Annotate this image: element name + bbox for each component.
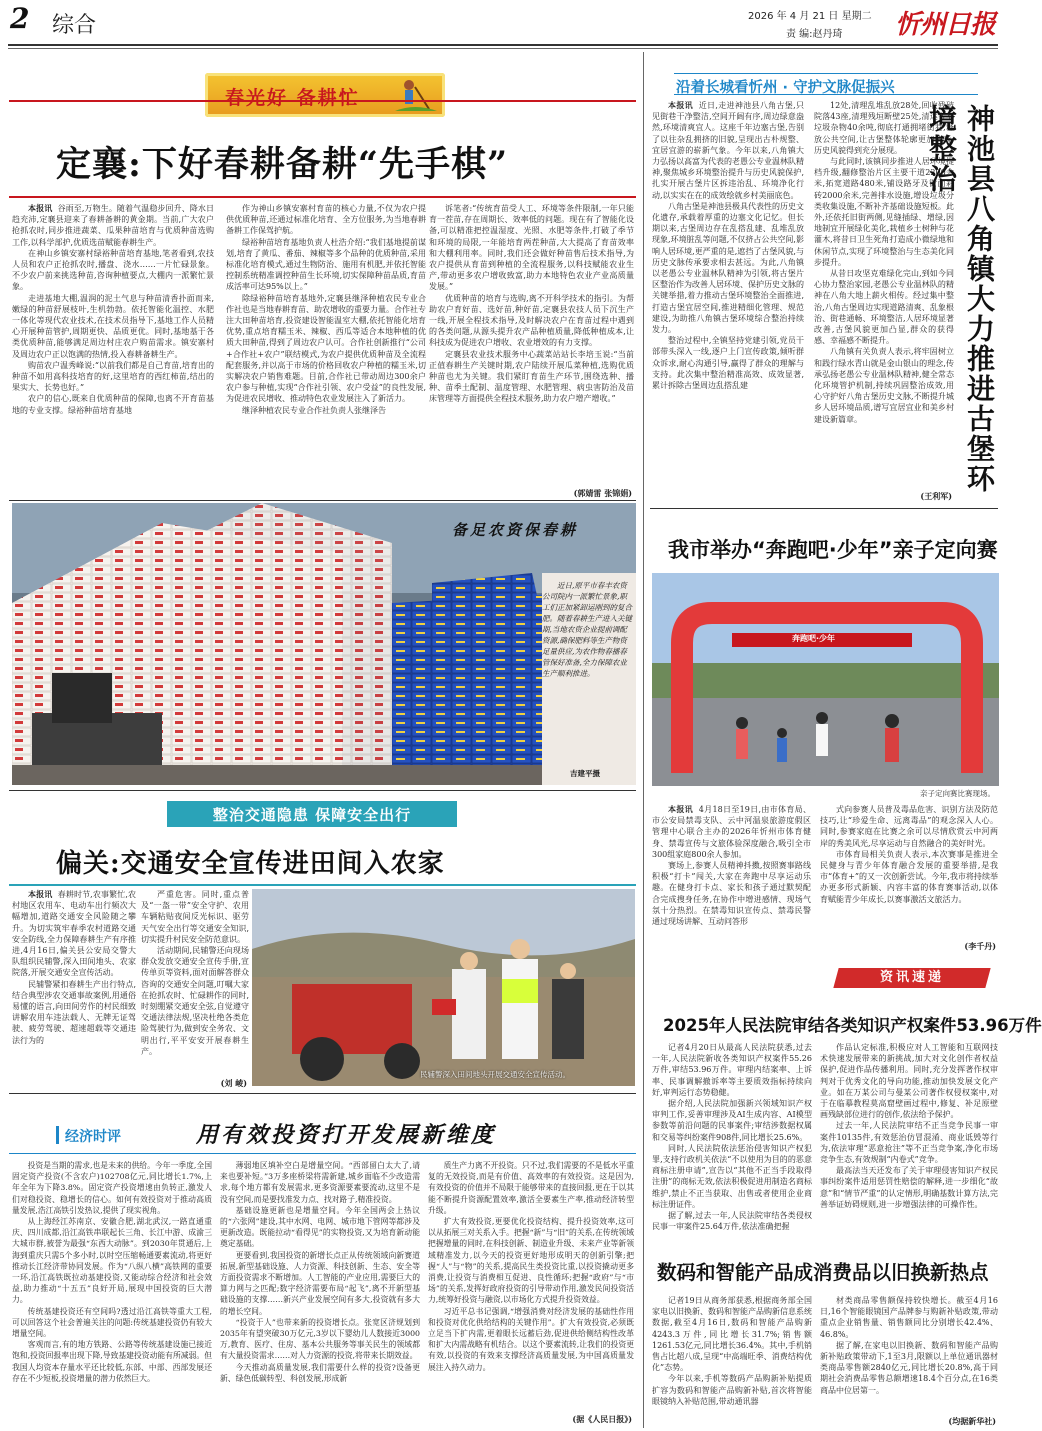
run-column-2	[820, 804, 998, 944]
run-credit: (李千丹)	[964, 941, 996, 951]
run-photo	[652, 573, 999, 786]
traffic-byline: 本报讯	[28, 889, 53, 899]
traffic-column-1	[12, 889, 136, 1089]
spring-c3-p2: 定襄县农业技术服务中心蔬菜站站长李培玉说:“当前正值春耕生产关键时期,农户陆续开展瓜菜种植,选购优质种苗也尤为关键。我们紧盯育苗生产环节,围绕选种、播种、苗季土配制、温度管理、水肥管理、病虫害防治及苗床管理等方面提供全程技术服务,助力农户增产增收。”	[429, 349, 634, 404]
traffic-c1-p0: 春耕时节,农事繁忙,农村地区农用车、电动车出行频次大幅增加,道路交通安全风险随之攀升。为切实筑牢春季农村道路交通安全防线,全力保障春耕生产有序推进,4月16日,偏关县公安局交警大队组织民辅警,深入田间地头、农家院落,开展交通安全宣传活动。	[12, 890, 136, 978]
invest-tag-text: 经济时评	[65, 1129, 121, 1145]
ip-c1-p0: 记者4月20日从最高人民法院获悉,过去一年,人民法院新收各类知识产权案件55.26万件,审结53.96万件。审理内结案率、上诉率、民事调解撤诉率等主要质效指标持续向好,审判运行态势稳健。	[652, 1043, 812, 1097]
invest-column-3	[428, 1160, 634, 1414]
series-banner-text: 沿着长城看忻州 · 守护文脉促振兴	[676, 80, 895, 96]
run-photo-caption: 亲子定向赛比赛现场。	[920, 789, 995, 798]
page-number: 2	[10, 2, 30, 35]
digital-c1-p1: 今年以来,手机等数码产品购新补贴提质扩容为数码和智能产品购新补贴,首次将智能眼镜纳入补贴范围,带动通讯器	[652, 1374, 812, 1406]
traffic-headline: 偏关:交通安全宣传进田间入农家	[56, 849, 445, 879]
ip-c2-p2: 最高法当天还发布了关于审理侵害知识产权民事纠纷案件适用惩罚性赔偿的解释,进一步细化“故意”和“情节严重”的认定情形,明确基数计算方法,完善举证妨碍规则,进一步增强法律的可操作性。	[820, 1166, 998, 1209]
invest-tag	[56, 1126, 121, 1144]
fert-top-rule	[9, 500, 636, 501]
digital-products-headline: 数码和智能产品成消费品以旧换新热点	[657, 1261, 989, 1284]
news-brief-tag-text: 资讯速递	[879, 970, 944, 985]
ip-c1-p3: 据了解,过去一年,人民法院审结各类侵权民事一审案件25.64万件,依法准确把握	[652, 1211, 812, 1232]
invest-c2-p4: 今天推动高质量发展,我们需要什么样的投资?设备更新、绿色低碳转型、科创发展,形成新	[220, 1362, 420, 1383]
traffic-photo-caption: 民辅警深入田间地头开展交通安全宣传活动。	[420, 1070, 570, 1079]
shenchi-c2-p2: 从昔日攻坚克难绿化完山,到如今同心协力整治家园,老愚公专业温林队的精神在八角大地上薪火相传。经过集中整治,八角古堡周边实现道路清爽、乱象根治、街巷通畅、环境整洁,人居环境显著改善,古堡风貌更加凸显,群众的获得感、幸福感不断提升。	[814, 269, 954, 346]
invest-c1-p0: 投资是当期的需求,也是未来的供给。今年一季度,全国固定资产投资(不含农户)102708亿元,同比增长1.7%,上年全年为下降3.8%。固定资产投资增速由负转正,激发人们对稳投资、稳增长的信心。如何有效投资对于推动高质量发展,浩江高铁引发热议,提供了现实视角。	[12, 1161, 212, 1215]
digital-c1-p0: 记者19日从商务部获悉,根据商务部全国家电以旧换新、数码和智能产品购新信息系统数据,截至4月16日,数码和智能产品购新4243.3万件,同比增长31.7%;销售额1261.53亿元,同比增长36.4%。其中,手机销售占比超八成,呈现“中高端旺季、消费结构优化”态势。	[652, 1296, 812, 1373]
spring-c3-p1: 优质种苗的培育与选购,离不开科学技术的指引。为帮助农户育好苗、选好苗,种好苗,定襄县农技人员下沉生产一线,开展全程技术指导,及时解决农户在育苗过程中遇到的各类问题,从源头提升农产品种植质量,降低种植成本,让科技成为促进农户增收、农业增效的有力支撑。	[429, 293, 634, 348]
fert-photo-caption: 近日,原平市春丰农资公司院内一派繁忙景象,职工们正加紧卸运刚到的复合肥。随着春耕生产进入关键期,当地农资企业提前调配资源,确保肥料等生产物资足量供应,为农作物春播春管保好准备,全力保障农业生产顺利推进。	[542, 581, 632, 678]
spring-c1-p2: 走进基地大棚,温润的泥土气息与种苗清香扑面而来,嫩绿的种苗舒展枝叶,生机勃勃。依托智能化温控、水肥一体化等现代农业技术,在技术员指导下,基地工作人员精心开展种苗管护,周期更快、品质更优。同时,基地基于各类优质种苗,能够满足周边村庄农户购苗需求。镇安寨村及周边农户正以饱满的热情,投入春耕备耕生产。	[12, 293, 214, 359]
invest-c3-p0: 质生产力离不开投资。只不过,我们需要的不是低水平重复的无效投资,而是有价值、高效率的有效投资。这是因为,有效投资的价值并不局限于能够带来的直接回报,更在于以其能不断提升资源配置效率,激活全要素生产率,推动经济转型升级。	[428, 1161, 634, 1215]
spring-c2-p0: 作为神山乡镇安寨村育苗的核心力量,不仅为农户提供优质种苗,还通过标准化培育、全方位服务,为当地春耕备耕工作保驾护航。	[226, 204, 426, 236]
traffic-top-rule	[9, 790, 636, 791]
spring-c3-p0: 诉笔者:“传统育苗受人工、环境等条件限制,一年只能育一茬苗,存在周期长、效率低的问题。现在有了智能化设备,可以精准把控温湿度、光照、水肥等条件,打破了季节和环境的局限,一年能培育两茬种苗,大大提高了育苗效率和大棚利用率。同时,我们还会做好种苗售后技术指导,为农户提供从育苗到种植的全流程服务,以科技赋能农业生产,带动更多农户增收致富,助力本地特色农业产业高质量发展。”	[429, 204, 634, 292]
ip-c1-p2: 同时,人民法院依法惩治侵害知识产权犯罪,支持行政机关依法“不以使用为目的的恶意商标注册申请”,宣告以“其他不正当手段取得注册”的商标无效,依法积极促进用制造名商标维护,禁止不正当获取、出售或者使用企业商标注册证件。	[652, 1143, 812, 1209]
shenchi-c2-p3: 八角镇有关负责人表示,将牢固树立和践行绿水青山就是金山银山的理念,传承弘扬老愚公专业温林队精神,健全常态化环境管护机制,持续巩固整治成效,用心守护好八角古堡历史文脉,不断提升城乡人居环境品质,谱写宜居宜业和美乡村建设新篇章。	[814, 347, 954, 424]
shenchi-c1-p0: 近日,走进神池县八角古堡,只见街巷干净整洁,空间开阔有序,周边绿意盎然,环境清爽宜人。这座千年边塞古堡,告别了以往杂乱拥挤的旧貌,呈现出古朴规整、宜居宜游的崭新气象。今年以来,八角镇大力弘扬以高富为代表的老愚公专业温林队精神,聚焦城乡环境整治提升与历史风貌保护,扎实开展古堡片区拆违治乱、环境净化行动,以实实在在的成效绘就乡村美丽底色。	[652, 101, 804, 200]
traffic-column-2	[141, 889, 249, 1079]
run-column-1	[652, 804, 811, 976]
shenchi-vertical-headline: 神池县八角镇大力推进古堡环境整治	[925, 104, 996, 494]
shenchi-credit: (王利军)	[920, 491, 952, 501]
spring-c1-p0: 谷雨至,万物生。随着气温稳步回升、降水日趋充沛,定襄县迎来了春耕备耕的黄金期。当前,广大农户抢抓农时,同步推进蔬菜、瓜果种苗培育与优质种苗选购工作,以科学部护,优质选苗赋能春耕生产。	[12, 204, 215, 247]
shenchi-c2-p0: 12处,清理乱堆乱放28处,回收残破院落43座,清理残垣断壁25处,清运各类垃圾杂物40余吨,彻底打通拥堵街巷,释放公共空间,让古堡整体轮廓更加清晰,历史风貌得到充分展现。	[814, 101, 954, 155]
spring-c1-p3: 购苗农户温秀峰说:“以前我们都是自己育苗,培育出的种苗不如用高科技培育的好,这里培育的西红柿苗,结出的果实大、长势也好。”	[12, 360, 214, 393]
spring-credit: (郭婧雷 张锦娟)	[573, 488, 632, 498]
masthead-rule	[8, 44, 998, 46]
spring-c1-p1: 在神山乡镇安寨村绿裕种苗培育基地,笔者看到,农技人员和农户正抢抓农时,播盘、浇水……一片忙碌景象。不少农户前来挑选种苗,咨询种植要点,大棚内一派繁忙景象。	[12, 248, 214, 292]
spring-c2-p2: 除绿裕种苗培育基地外,定襄县继泽种植农民专业合作社也是当地春耕育苗、助农增收的重要力量。合作社专注大田种苗培育,投资建设智能温室大棚,依托智能化培育优势,重点培育糯玉米、辣椒、西瓜等适合本地种植的优质大田种苗,得到了周边农户认可。合作社创新推行“公司+合作社+农户”联结模式,为农户提供优质种苗及全流程配套服务,并以高于市场的价格回收农户种植的糯玉米,切实解决农户销售难题。目前,合作社已带动周边300余户农户参与种植,实现“合作社引领、农户受益”的良性发展,为促进农民增收、推动特色农业发展注入了新活力。	[226, 293, 426, 404]
spring-column-3	[429, 203, 634, 488]
traffic-c2-p1: 活动期间,民辅警还向现场群众发放交通安全宣传手册,宣传单页等资料,面对面解答群众咨询的交通安全问题,叮嘱大家在抢抓农时、忙碌耕作的同时,时刻绷紧交通安全弦,自觉遵守交通法律法规,坚决杜绝各类危险驾驶行为,做到安全务农、文明出行,平平安安开展春耕生产。	[141, 946, 249, 1056]
spring-c2-p1: 绿裕种苗培育基地负责人杜浩介绍:“我们基地提前谋划,培育了黄瓜、番茄、辣椒等多个品种的优质种苗,采用标准化培育模式,通过生物防治、施用有机肥,并依托智能控制系统精准调控种苗生长环境,切实保障种苗品质,育苗成活率可达95%以上。”	[226, 237, 426, 292]
invest-top-rule	[9, 1093, 636, 1094]
invest-c3-p2: 习近平总书记强调,“增强消费对经济发展的基础性作用和投资对优化供给结构的关键作用”。扩大有效投资,必须既立足当下扩内需,更着眼长远蓄后劲,促进供给侧结构性改革和扩大内需战略有机结合。以这个要素流转,让我们的投资更有效,以投资的有效来支撑经济高质量发展,为中国高质量发展注入持久动力。	[428, 1306, 634, 1372]
traffic-c1-p1: 民辅警紧扣春耕生产出行特点,结合典型涉农交通事故案例,用通俗易懂的语言,向田间劳作的村民细致讲解农用车违法载人、无牌无证驾驶、疲劳驾驶、超速超载等交通违法行为的	[12, 979, 136, 1045]
invest-c2-p3: “投资于人”也带来新的投资增长点。张宽区济规划到2035年有望突破30万亿元,3岁以下婴幼儿人数接近3000万,教育、医疗、住房、基本公共服务等事关民生的领域都有大量投资需求……对人力资源的投资,将带来长期效益。	[220, 1317, 420, 1361]
spring-c1-p4: 农户的信心,既来自优质种苗的保障,也离不开育苗基地的专业支撑。绿裕种苗培育基地	[12, 394, 214, 415]
run-byline: 本报讯	[668, 804, 693, 814]
fert-photo-title: 备足农资保春耕	[452, 521, 579, 539]
masthead-rule-thin	[8, 48, 998, 49]
digital-column-2	[820, 1295, 998, 1417]
ip-c1-p1: 据介绍,人民法院加强新兴领域知识产权审判工作,妥善审理涉及AI生成内容、AI模型参数等前沿问题的民事案件;审结涉数据权属和交易等纠纷案件908件,同比增长25.6%。	[652, 1099, 812, 1142]
traffic-banner-text: 整治交通隐患 保障安全出行	[212, 805, 412, 824]
shenchi-c2-p1: 与此同时,该镇同步推进人居环境提档升级,翻修整治片区主要干道2200余米,拓宽道路480米,铺设路牙及街面彩砖2000余米,完善排水设施,增设垃圾分类收集设施,不断补齐基础设施短板。此外,还依托旧街两侧,见缝插绿、增绿,因地制宜开展绿化美化,栽植乡土树种与花灌木,将昔日卫生死角打造成小微绿地和休闲节点,实现了环境整治与生态美化同步提升。	[814, 157, 954, 267]
spring-column-1	[12, 203, 214, 498]
invest-c2-p0: 薄弱地区填补空白是增量空间。“西部留白太大了,请来也要补短。”3万多座桥梁将需新建,城乡面临不少改造需求,每个地方都有发展需求,更多资源要素要流动,这里不是没有空间,而是要找准发力点、找对路子,精准投资。	[220, 1161, 420, 1204]
spring-column-2	[226, 203, 426, 498]
run-headline: 我市举办“奔跑吧·少年”亲子定向赛	[668, 538, 998, 562]
digital-c2-p1: 据了解,在家电以旧换新、数码和智能产品购新补贴政策带动下,1至3月,限额以上单位通讯器材类商品零售额2840亿元,同比增长20.8%,高于同期社会消费品零售总额增速18.4个百分点,在16类商品中位居第一。	[820, 1340, 998, 1395]
shenchi-c1-p1: 八角古堡是神池县极具代表性的历史文化遗存,承载着厚重的边塞文化记忆。但长期以来,古堡周边存在乱搭乱建、乱堆乱放现象,环境脏乱等问题,不仅挤占公共空间,影响人居环境,更严重的是,遮挡了古堡风貌,与历史文脉传承要求相去甚远。为此,八角镇以老愚公专业温林队精神为引领,将古堡片区整治作为改善人居环境、保护历史文脉的关键举措,着力推动古堡环境整治全面推进,打造古堡宜居空间,推进精细化管理、规范建设,为助推八角镇古堡环境综合整治持续发力。	[652, 201, 804, 335]
shenchi-byline: 本报讯	[668, 100, 693, 110]
traffic-photo	[252, 889, 635, 1086]
run-c1-p0: 4月18日至19日,由市体育局、市公安局禁毒支队、云中河温泉旅游度假区管理中心联合主办的2026年忻州市体育健身、禁毒宣传与文旅体验深度融合,吸引全市300组家庭800余人参加。	[652, 805, 811, 859]
run-c2-p1: 市体育局相关负责人表示,本次赛事是推进全民健身与青少年体育融合发展的重要举措,是我市“体育+”的又一次创新尝试。今年,我市将持续举办更多形式新颖、内容丰富的体育赛事活动,以体育赋能青少年成长,以赛事激活文旅活力。	[820, 849, 998, 904]
series-banner	[674, 73, 978, 95]
digital-credit: (均据新华社)	[948, 1416, 996, 1426]
fert-photo-credit: 吉建平摄	[570, 769, 600, 778]
ip-cases-headline: 2025年人民法院审结各类知识产权案件53.96万件	[663, 1016, 1042, 1035]
digital-c2-p0: 材类商品零售额保持较快增长。截至4月16日,16个智能眼镜国产品牌参与购新补贴政策,带动重点企业销售量、销售额同比分别增长42.4%、46.8%。	[820, 1296, 998, 1339]
shenchi-c1-p2: 整治过程中,全镇坚持党建引领,党员干部带头深入一线,逐户上门宣传政策,倾听群众诉求,耐心沟通引导,赢得了群众的理解与支持。此次集中整治精准高效、成效显著,累计拆除古堡周边乱搭乱建	[652, 336, 804, 391]
spring-tag-text: 春光好 备耕忙	[225, 87, 360, 109]
paper-name-logo: 忻州日报	[895, 10, 996, 40]
digital-column-1	[652, 1295, 812, 1427]
shenchi-column-1	[652, 100, 804, 508]
traffic-credit: (刘 崚)	[220, 1078, 247, 1088]
invest-c3-p1: 扩大有效投资,更要优化投资结构、提升投资效率,这可以从拓展三对关系入手。把握“新”与“旧”的关系,在传统领域把握增量的同时,在科技创新、制造业升级、未来产业等新领域精准发力,以今天的投资更好地形成明天的创新引擎;把握“人”与“物”的关系,提高民生类投资比重,以投资撬动更多消费,让投资与消费相互促进、良性循环;把握“政府”与“市场”的关系,发挥好政府投资的引导带动作用,激发民间投资活力,统筹好投资与融资,以市场化方式提升投资效益。	[428, 1217, 634, 1305]
run-c1-p1: 赛场上,参赛人员精神抖擞,按照赛事路线积极“打卡”闯关,大家在奔跑中尽享运动乐趣。在健身打卡点、家长和孩子通过默契配合完成搜身任务,在协作中增进感情、现场气氛十分热烈。在禁毒知识宣传点、禁毒民警通过现场讲解、互动问答形	[652, 861, 811, 927]
news-brief-tag	[833, 968, 990, 988]
issue-date: 2026 年 4 月 21 日 星期二	[748, 11, 872, 22]
invest-c1-p3: 客观而言,有的地方铁路、公路等传统基建设施已接近饱和,投资回报率出现下降,导致基建投资动能有所减弱。但我国人均资本存量水平还比较低,东部、中部、西部发展还存在不少短板,投资增量的潜力依然巨大。	[12, 1340, 212, 1383]
traffic-c2-p0: 严重危害。同时,重点普及“一盔一带”安全守护、农用车辆粘贴夜间反光标识、驱劳天气安全出行等交通安全知识,切实提升村民安全防范意识。	[141, 890, 249, 944]
ip-c2-p0: 作品认定标准,积极应对人工智能和互联网技术快速发展带来的新挑战,加大对文化创作者权益保护,促进作品传播利用。同时,充分发挥著作权审判对于优秀文化的导向功能,推动加快发展文化产业。如在万某公司与曼某公司著作权侵权案中,对于在临摹教程莫高窟壁画过程中,修复、补足原壁画残缺部位进行的创作,依法给予保护。	[820, 1043, 998, 1120]
invest-c2-p2: 更要看到,我国投资的新增长点正从传统领域向新赛道拓展,新型基础设施、人力资源、科技创新、生态、安全等方面投资需求不断增加。人工智能的产业应用,需要巨大的算力网与之匹配;数字经济需要布局“起飞”,离不开新型基础设施的支撑……新兴产业发展空间有多大,投资就有多大的增长空间。	[220, 1250, 420, 1316]
run-arch-label: 奔跑吧·少年	[792, 634, 836, 643]
spring-byline: 本报讯	[28, 203, 53, 213]
invest-c1-p2: 传统基建投资还有空间吗?透过沿江高铁等重大工程,可以回答这个社会普遍关注的问题:传统基建投资仍有较大增量空间。	[12, 1306, 212, 1339]
masthead	[0, 0, 1005, 44]
invest-c1-p1: 从上海经江苏南京、安徽合肥,湖北武汉,一路直通重庆、四川成都,沿江高铁串联起长三角、长江中游、成渝三大城市群,被誉为最强“东西大动脉”。到2030年贯通后,上海到重庆只需5个多小时,以时空压缩畅通要素流动,将更好推动长江经济带协同发展。作为“八纵八横”高铁网的重要一环,沿江高铁既拉动基建投资,又能动综合经济和社会效益,助力推动“十五五”良好开局,展现中国投资的巨大潜力。	[12, 1217, 212, 1305]
spring-headline: 定襄:下好春耕备耕“先手棋”	[56, 144, 509, 185]
run-c2-p0: 式向参赛人员普及毒品危害、识别方法及防范技巧,让“珍爱生命、远离毒品”的观念深入人心。同时,参赛家庭在比赛之余可以尽情欣赏云中河两岸的秀美风光,尽享运动与自然融合的美好时光。	[820, 805, 998, 848]
invest-c2-p1: 基础设施更新也是增量空间。今年全国两会上热议的“六张网”建设,其中水网、电网、城市地下管网等都涉及更新改造。既能拉动“看得见”的实物投资,又为培育新动能奠定基础。	[220, 1205, 420, 1249]
section-name: 综合	[52, 13, 97, 38]
ip-column-2	[820, 1042, 998, 1246]
invest-credit: (据《人民日报》)	[572, 1414, 632, 1424]
editor-line: 责 编:赵丹琦	[786, 29, 843, 40]
page-column-divider	[643, 52, 644, 1428]
traffic-banner	[167, 801, 457, 827]
invest-column-2	[220, 1160, 420, 1426]
invest-headline: 用有效投资打开发展新维度	[196, 1122, 497, 1148]
shenchi-divider	[650, 508, 998, 509]
invest-column-1	[12, 1160, 212, 1426]
ip-column-1	[652, 1042, 812, 1246]
traffic-headline-underline	[9, 884, 636, 886]
ip-c2-p1: 过去一年,人民法院审结不正当竞争民事一审案件10135件,有效惩治仿冒混淆、商业诋毁等行为,依法审理“恶意抢注”等不正当竞争案,净化市场竞争生态,有效规制“内卷式”竞争。	[820, 1121, 998, 1165]
spring-c2-p3: 继泽种植农民专业合作社负责人张继泽告	[242, 405, 386, 415]
invest-headline-underline	[9, 1153, 636, 1154]
